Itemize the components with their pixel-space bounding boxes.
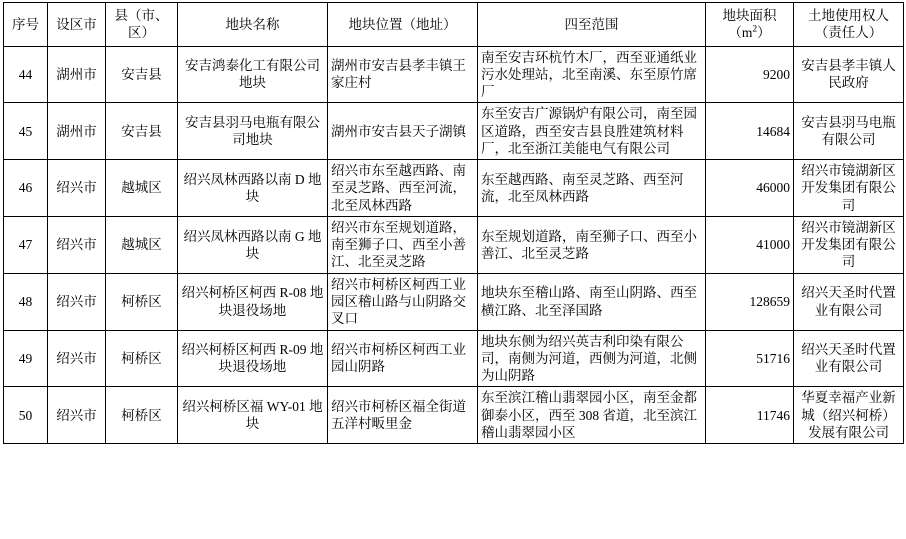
cell-name: 绍兴柯桥区柯西 R-08 地块退役场地 [178,273,328,330]
cell-area: 14684 [706,103,794,160]
cell-county: 越城区 [106,216,178,273]
cell-seq: 48 [4,273,48,330]
cell-range: 东至越西路、南至灵芝路、西至河流，北至凤林西路 [478,160,706,217]
cell-county: 柯桥区 [106,330,178,387]
cell-location: 绍兴市柯桥区柯西工业园山阴路 [328,330,478,387]
table-body [4,46,904,444]
cell-city: 绍兴市 [48,387,106,444]
cell-range: 地块东至稽山路、南至山阴路、西至横江路、北至泽国路 [478,273,706,330]
area-unit-prefix: （m [728,25,753,41]
cell-range: 南至安吉环杭竹木厂，西至亚通纸业污水处理站，北至南溪、东至原竹席厂 [478,46,706,103]
cell-seq: 45 [4,103,48,160]
column-header-county: 县（市、区） [106,3,178,47]
cell-seq: 44 [4,46,48,103]
column-header-seq: 序号 [4,3,48,47]
cell-seq: 49 [4,330,48,387]
cell-city: 绍兴市 [48,160,106,217]
cell-name: 安吉鸿泰化工有限公司地块 [178,46,328,103]
cell-county: 安吉县 [106,46,178,103]
column-header-area [706,3,794,47]
cell-range: 地块东侧为绍兴英吉利印染有限公司，南侧为河道，西侧为河道，北侧为山阴路 [478,330,706,387]
cell-city: 绍兴市 [48,273,106,330]
cell-area: 51716 [706,330,794,387]
cell-area: 128659 [706,273,794,330]
cell-name: 安吉县羽马电瓶有限公司地块 [178,103,328,160]
cell-city: 绍兴市 [48,330,106,387]
cell-area: 46000 [706,160,794,217]
cell-location: 绍兴市柯桥区柯西工业园区稽山路与山阴路交叉口 [328,273,478,330]
cell-location: 绍兴市柯桥区福全街道五洋村畈里金 [328,387,478,444]
cell-area: 11746 [706,387,794,444]
table-row [4,273,904,330]
column-header-owner: 土地使用权人（责任人） [794,3,904,47]
column-header-name: 地块名称 [178,3,328,47]
cell-owner: 绍兴天圣时代置业有限公司 [794,330,904,387]
table-row [4,103,904,160]
cell-name: 绍兴凤林西路以南 D 地块 [178,160,328,217]
cell-range: 东至滨江稽山翡翠园小区，南至金都御泰小区，西至 308 省道，北至滨江稽山翡翠园小区 [478,387,706,444]
cell-range: 东至安吉广源锅炉有限公司，南至园区道路，西至安吉县良胜建筑材料厂，北至浙江美能电气有限公司 [478,103,706,160]
cell-name: 绍兴柯桥区柯西 R-09 地块退役场地 [178,330,328,387]
column-header-range: 四至范围 [478,3,706,47]
cell-seq: 47 [4,216,48,273]
cell-owner: 安吉县羽马电瓶有限公司 [794,103,904,160]
cell-location: 湖州市安吉县孝丰镇王家庄村 [328,46,478,103]
column-header-location: 地块位置（地址） [328,3,478,47]
area-unit-suffix: ） [757,25,771,41]
cell-owner: 绍兴市镜湖新区开发集团有限公司 [794,160,904,217]
cell-city: 绍兴市 [48,216,106,273]
cell-owner: 华夏幸福产业新城（绍兴柯桥）发展有限公司 [794,387,904,444]
cell-city: 湖州市 [48,103,106,160]
column-header-area-line1: 地块面积 [722,8,777,23]
cell-location: 湖州市安吉县天子湖镇 [328,103,478,160]
cell-name: 绍兴凤林西路以南 G 地块 [178,216,328,273]
table-row [4,216,904,273]
contaminated-land-table [3,2,904,444]
cell-county: 柯桥区 [106,387,178,444]
area-unit-exponent: 2 [752,24,758,35]
table-header-row [4,3,904,47]
cell-seq: 46 [4,160,48,217]
cell-area: 41000 [706,216,794,273]
cell-location: 绍兴市东至规划道路，南至狮子口、西至小善江、北至灵芝路 [328,216,478,273]
table-row [4,387,904,444]
column-header-area-line2 [709,24,790,41]
table-row [4,160,904,217]
cell-owner: 绍兴市镜湖新区开发集团有限公司 [794,216,904,273]
column-header-city: 设区市 [48,3,106,47]
cell-county: 安吉县 [106,103,178,160]
cell-owner: 安吉县孝丰镇人民政府 [794,46,904,103]
cell-area: 9200 [706,46,794,103]
table-row [4,330,904,387]
cell-seq: 50 [4,387,48,444]
cell-location: 绍兴市东至越西路、南至灵芝路、西至河流，北至凤林西路 [328,160,478,217]
cell-range: 东至规划道路，南至狮子口、西至小善江、北至灵芝路 [478,216,706,273]
cell-city: 湖州市 [48,46,106,103]
cell-owner: 绍兴天圣时代置业有限公司 [794,273,904,330]
table-row [4,46,904,103]
cell-county: 柯桥区 [106,273,178,330]
cell-county: 越城区 [106,160,178,217]
cell-name: 绍兴柯桥区福 WY-01 地块 [178,387,328,444]
